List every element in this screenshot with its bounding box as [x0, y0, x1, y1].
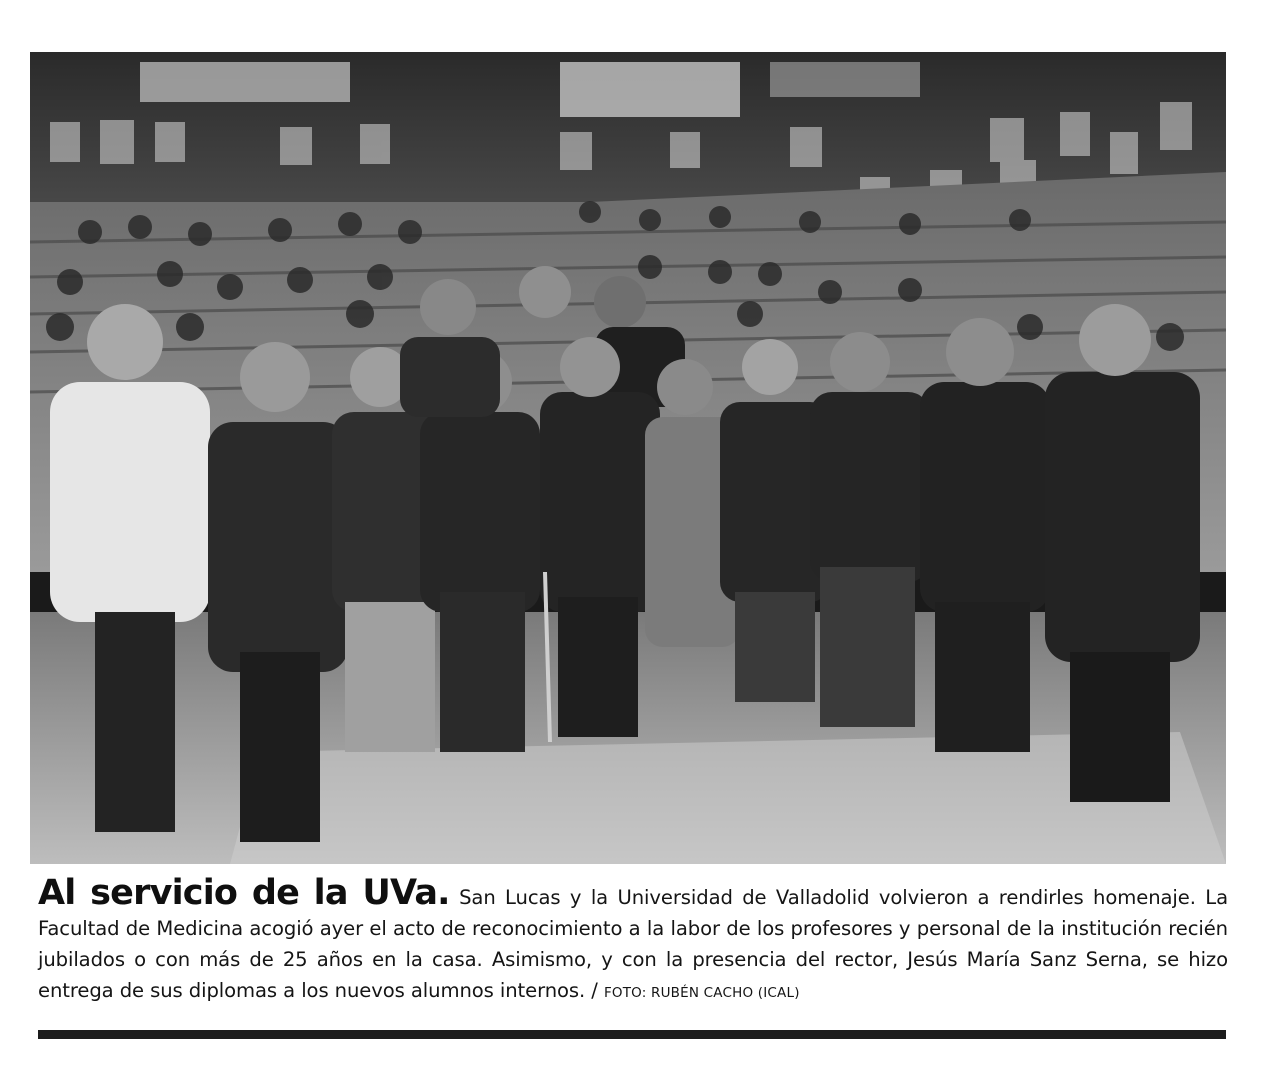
caption-body: San Lucas y la Universidad de Valladolid volvieron a rendirles homenaje. La Facultad de Medicina acogió ayer el acto de reconocimiento a la labor de los profesores y personal de la institución recién jubilados o con más de 25 años en la casa. Asimismo, y con la presencia del rector, Jesús María Sanz Serna, se hizo entrega de sus diplomas a los nuevos alumnos internos.: [38, 886, 1228, 1002]
news-photo: [30, 52, 1226, 864]
photo-caption: [38, 873, 1228, 1009]
photo-credit: FOTO: RUBÉN CACHO (ICAL): [603, 985, 800, 1001]
caption-headline: Al servicio de la UVa.: [38, 873, 450, 913]
caption-separator: /: [591, 979, 598, 1002]
group-photo-illustration: [30, 52, 1226, 864]
bottom-rule: [38, 1030, 1226, 1039]
